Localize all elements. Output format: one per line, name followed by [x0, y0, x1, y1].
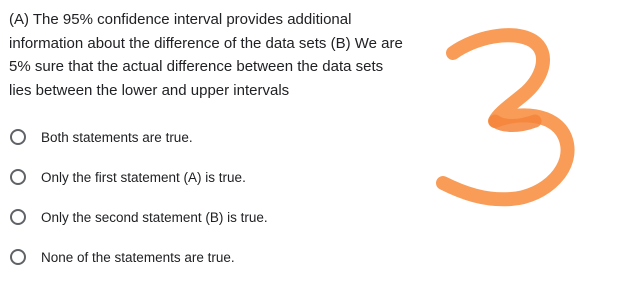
question-line: (A) The 95% confidence interval provides additional [9, 11, 352, 28]
option-label: Only the first statement (A) is true. [41, 169, 246, 185]
radio-button[interactable] [10, 169, 26, 185]
radio-button[interactable] [10, 249, 26, 265]
question-text [9, 8, 439, 102]
answer-options [10, 127, 430, 287]
option-both-true[interactable] [10, 127, 430, 147]
option-none-true[interactable] [10, 247, 430, 267]
option-only-a-true[interactable] [10, 167, 430, 187]
option-only-b-true[interactable] [10, 207, 430, 227]
question-line: 5% sure that the actual difference between the data sets [9, 58, 384, 75]
option-label: Only the second statement (B) is true. [41, 209, 268, 225]
radio-button[interactable] [10, 129, 26, 145]
question-line: lies between the lower and upper intervals [9, 81, 290, 99]
radio-button[interactable] [10, 209, 26, 225]
handwritten-three-annotation [415, 15, 585, 210]
option-label: Both statements are true. [41, 129, 193, 145]
question-line: information about the difference of the data sets (B) We are [9, 34, 403, 52]
option-label: None of the statements are true. [41, 249, 235, 265]
